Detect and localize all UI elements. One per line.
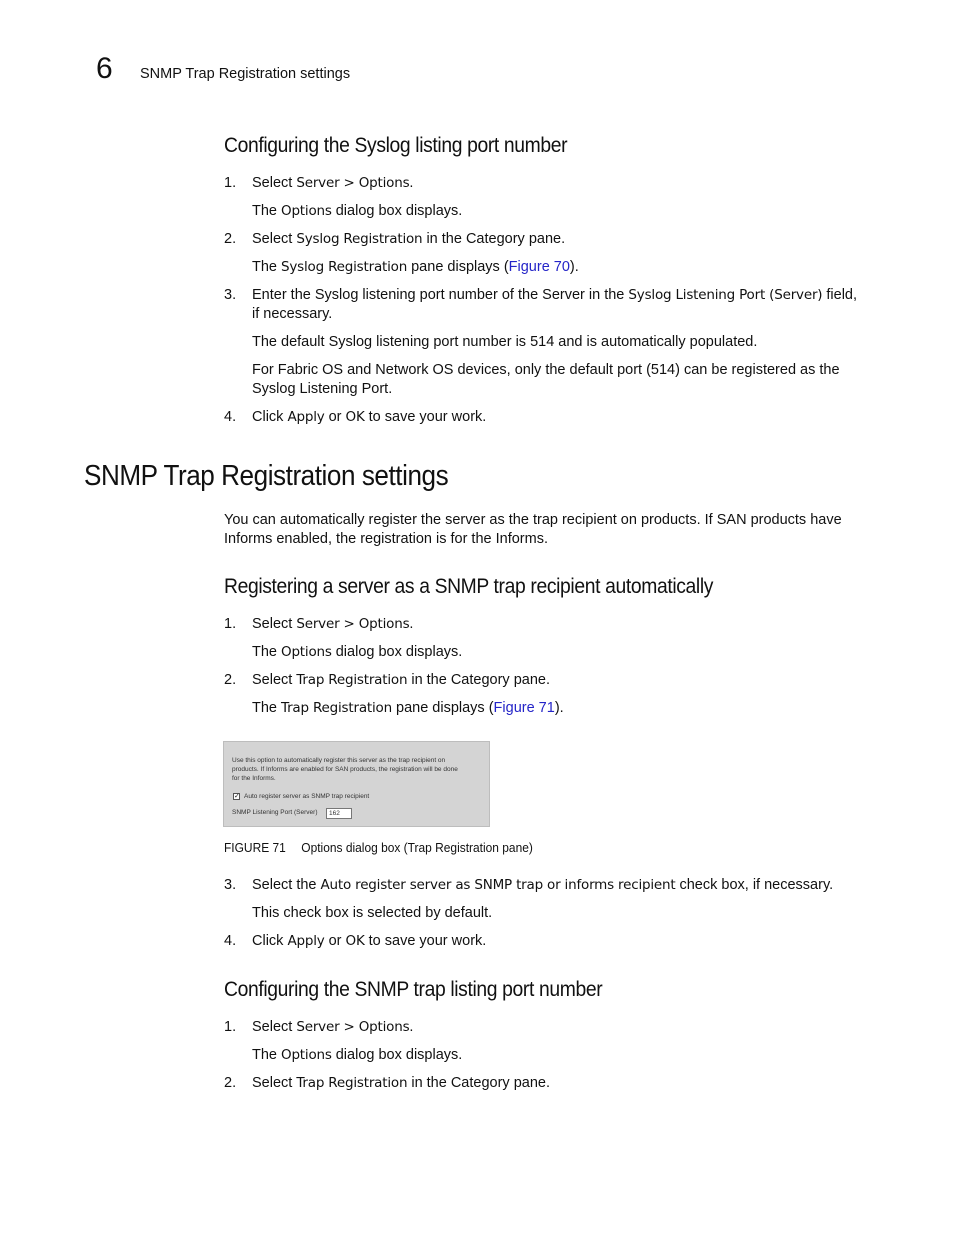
step-note: The Options dialog box displays. [252, 644, 463, 660]
step-note: The Options dialog box displays. [252, 203, 463, 219]
step-1: 1. Select Server > Options. [224, 1019, 414, 1035]
ui-term: Options [281, 644, 332, 660]
figure-71-link[interactable]: Figure 71 [493, 700, 555, 716]
snmp-port-input[interactable]: 162 [326, 808, 352, 819]
intro-paragraph: Informs enabled, the registration is for the Informs. [224, 531, 548, 547]
section-heading-syslog: Configuring the Syslog listing port number [224, 134, 568, 157]
step-note: The default Syslog listening port number is 514 and is automatically populated. [252, 334, 758, 350]
ui-term: Server > Options [296, 175, 410, 191]
step-3: 3. Enter the Syslog listening port number of the Server in the Syslog Listening Port (Server) field, [224, 287, 858, 303]
running-header: SNMP Trap Registration settings [140, 66, 351, 82]
ui-term: Trap Registration [296, 672, 408, 688]
ui-term: OK [345, 933, 365, 949]
ui-term: Options [281, 203, 332, 219]
figure-70-link[interactable]: Figure 70 [508, 259, 570, 275]
step-note: This check box is selected by default. [252, 905, 493, 921]
step-4: 4. Click Apply or OK to save your work. [224, 409, 487, 425]
ui-term: Syslog Listening Port (Server) [628, 287, 823, 303]
step-note: The Options dialog box displays. [252, 1047, 463, 1063]
ui-term: Syslog Registration [281, 259, 408, 275]
auto-register-checkbox-label: Auto register server as SNMP trap recipient [244, 793, 370, 800]
ui-term: Trap Registration [281, 700, 392, 716]
main-heading: SNMP Trap Registration settings [84, 460, 449, 492]
ui-term: OK [345, 409, 365, 425]
figure-description: Use this option to automatically register this server as the trap recipient on products. If Informs are enabled for SAN products, the registration will be done for the Informs. [232, 757, 458, 782]
ui-term: Syslog Registration [296, 231, 423, 247]
step-4: 4. Click Apply or OK to save your work. [224, 933, 487, 949]
chapter-number: 6 [96, 52, 113, 85]
ui-term: Server > Options [296, 616, 410, 632]
figure-number: FIGURE 71 [224, 840, 286, 855]
step-2: 2. Select Trap Registration in the Category pane. [224, 672, 550, 688]
step-3: 3. Select the Auto register server as SNMP trap or informs recipient check box, if necessary. [224, 877, 834, 893]
step-2: 2. Select Trap Registration in the Category pane. [224, 1075, 550, 1091]
step-3-continuation: if necessary. [252, 306, 333, 322]
step-note: For Fabric OS and Network OS devices, only the default port (514) can be registered as the [252, 362, 840, 378]
figure-71-screenshot [223, 741, 490, 827]
step-1: 1. Select Server > Options. [224, 175, 414, 191]
figure-caption-text: Options dialog box (Trap Registration pane) [301, 840, 533, 855]
step-note: Syslog Listening Port. [252, 381, 393, 397]
ui-term: Auto register server as SNMP trap or informs recipient [320, 877, 676, 893]
ui-term: Options [281, 1047, 332, 1063]
ui-term: Trap Registration [296, 1075, 408, 1091]
ui-term: Apply [287, 933, 325, 949]
section-heading-snmp-port: Configuring the SNMP trap listing port number [224, 978, 603, 1001]
auto-register-checkbox[interactable]: ✓ [234, 793, 240, 800]
intro-paragraph: You can automatically register the server as the trap recipient on products. If SAN products have [224, 512, 842, 528]
step-note: The Syslog Registration pane displays (Figure 70). [252, 259, 579, 275]
step-1: 1. Select Server > Options. [224, 616, 414, 632]
step-2: 2. Select Syslog Registration in the Category pane. [224, 231, 566, 247]
snmp-port-label: SNMP Listening Port (Server) [232, 809, 318, 816]
figure-caption [224, 839, 533, 857]
step-note: The Trap Registration pane displays (Figure 71). [252, 700, 564, 716]
ui-term: Apply [287, 409, 325, 425]
section-heading-trap-recipient: Registering a server as a SNMP trap recipient automatically [224, 575, 714, 598]
ui-term: Server > Options [296, 1019, 410, 1035]
